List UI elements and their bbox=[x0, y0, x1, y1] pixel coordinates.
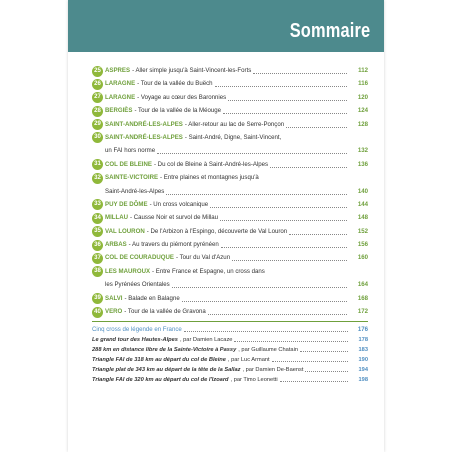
toc-entry[interactable] bbox=[92, 118, 368, 131]
chapter-number-badge: 39 bbox=[92, 293, 103, 304]
chapter-number-badge: 38 bbox=[92, 266, 103, 277]
leader-dots bbox=[208, 305, 347, 315]
toc-entry-text bbox=[105, 77, 348, 90]
toc-entry[interactable] bbox=[92, 171, 368, 184]
toc-entry[interactable] bbox=[92, 64, 368, 77]
toc-entry-text bbox=[105, 131, 348, 144]
sub-entry-author: , par Damien Lacaze bbox=[179, 337, 233, 344]
page-title: Sommaire bbox=[289, 20, 370, 42]
toc-entry-description: - Entre France et Espagne, un cross dans bbox=[152, 267, 265, 275]
leader-dots bbox=[253, 64, 347, 74]
toc-entry[interactable] bbox=[92, 77, 368, 90]
chapter-number-badge: 26 bbox=[92, 79, 103, 90]
leader-dots bbox=[270, 158, 347, 168]
toc-entry-description: - Balade en Balagne bbox=[124, 294, 180, 302]
toc-entry-description: - Tour de la vallée de la Méouge bbox=[134, 107, 222, 115]
toc-entry-description-cont: les Pyrénées Orientales bbox=[105, 281, 170, 289]
leader-dots bbox=[223, 104, 347, 114]
toc-entry-text bbox=[105, 158, 348, 171]
toc-entry[interactable] bbox=[92, 251, 368, 264]
toc-entry-text bbox=[105, 238, 348, 251]
toc-entry[interactable] bbox=[92, 225, 368, 238]
toc-entry-text bbox=[105, 278, 348, 291]
toc-entry[interactable] bbox=[92, 198, 368, 211]
toc-entry[interactable] bbox=[92, 305, 368, 318]
sub-entry-author: , par Damien De-Baenst bbox=[242, 367, 304, 374]
sub-entry[interactable] bbox=[92, 335, 368, 345]
toc-entry-description: - Au travers du piémont pyrénéen bbox=[128, 241, 219, 249]
toc-entry-page: 140 bbox=[357, 187, 368, 195]
leader-dots bbox=[184, 324, 348, 332]
toc-entry[interactable] bbox=[92, 292, 368, 305]
sub-entry-title: Triangle FAI de 320 km au départ du col de l'Izoard bbox=[92, 377, 229, 384]
sub-entry-text bbox=[92, 365, 348, 375]
chapter-number-badge: 28 bbox=[92, 106, 103, 117]
chapter-number-badge: 34 bbox=[92, 213, 103, 224]
toc-entry-place: ASPRES bbox=[105, 67, 131, 74]
toc-entry-place: PUY DE DÔME bbox=[105, 200, 148, 208]
toc-entry-place: LARAGNE bbox=[105, 80, 136, 88]
leader-dots bbox=[166, 185, 347, 195]
toc-entry-place: BERGIÈS bbox=[105, 107, 133, 115]
toc-entry-description: - Un cross volcanique bbox=[149, 200, 209, 208]
leader-dots bbox=[234, 335, 348, 342]
toc-entry[interactable] bbox=[92, 265, 368, 278]
toc-entry-text bbox=[105, 292, 348, 305]
toc-entry-page: 144 bbox=[357, 200, 368, 208]
toc-entry-page: 156 bbox=[357, 241, 368, 249]
toc-entry-place: SAINTE-VICTOIRE bbox=[105, 174, 159, 182]
leader-dots bbox=[289, 225, 347, 235]
leader-dots bbox=[228, 91, 347, 101]
toc-entry-page: 112 bbox=[358, 67, 368, 74]
sub-entry[interactable] bbox=[92, 375, 368, 385]
toc-entry-page: 128 bbox=[357, 120, 368, 128]
sub-entry-text bbox=[92, 335, 348, 345]
toc-entry-page: 124 bbox=[357, 107, 368, 115]
sub-entry-title: Le grand tour des Hautes-Alpes bbox=[92, 337, 178, 344]
leader-dots bbox=[157, 144, 347, 154]
chapter-number-badge: 36 bbox=[92, 240, 103, 251]
sub-entry-text bbox=[92, 355, 348, 365]
sub-entry-title: Triangle FAI de 318 km au départ du col de Bleine bbox=[92, 357, 226, 364]
toc-entry-place: COL DE BLEINE bbox=[105, 160, 152, 168]
sub-entry-title: 288 km en distance libre de la Sainte-Victoire à Passy bbox=[92, 347, 237, 354]
toc-entry-description: - Tour de la vallée de Gravona bbox=[124, 308, 206, 316]
chapter-number-badge: 30 bbox=[92, 132, 103, 143]
chapter-number-badge: 29 bbox=[92, 119, 103, 130]
chapter-number-badge: 32 bbox=[92, 173, 103, 184]
leader-dots bbox=[305, 365, 348, 372]
toc-entry-description: - Aller simple jusqu'à Saint-Vincent-les-Forts bbox=[132, 67, 252, 74]
toc-entry-description: - Entre plaines et montagnes jusqu'à bbox=[160, 174, 259, 182]
toc-entry-place: VERO bbox=[105, 308, 123, 316]
toc-entry-text bbox=[105, 265, 348, 278]
toc-entry-text bbox=[105, 211, 348, 224]
toc-entry-text bbox=[105, 251, 348, 264]
toc-list bbox=[92, 64, 368, 385]
sub-entry-text bbox=[92, 375, 348, 385]
toc-entry[interactable] bbox=[92, 238, 368, 251]
sub-entry-author: , par Timo Leonetti bbox=[230, 377, 278, 384]
chapter-number-badge: 31 bbox=[92, 159, 103, 170]
toc-entry[interactable] bbox=[92, 104, 368, 117]
toc-entry-page: 120 bbox=[357, 93, 368, 101]
toc-entry-text bbox=[105, 91, 348, 104]
sub-entry-page: 190 bbox=[358, 357, 368, 364]
toc-entry-text bbox=[105, 171, 348, 184]
toc-entry-text bbox=[105, 305, 348, 318]
toc-entry-place: ARBAS bbox=[105, 241, 127, 249]
toc-entry-text bbox=[105, 225, 348, 238]
toc-entry-description: - Causse Noir et survol de Millau bbox=[130, 214, 219, 222]
toc-entry[interactable] bbox=[92, 91, 368, 104]
toc-entry-description: - Du col de Bleine à Saint-André-les-Alpes bbox=[153, 160, 269, 168]
leader-dots bbox=[210, 198, 347, 208]
leader-dots bbox=[172, 278, 347, 288]
toc-entry-page: 148 bbox=[357, 214, 368, 222]
leader-dots bbox=[215, 77, 347, 87]
sub-entry-page: 183 bbox=[358, 347, 368, 354]
leader-dots bbox=[182, 292, 347, 302]
section-divider bbox=[92, 321, 368, 322]
section-page: 176 bbox=[357, 326, 368, 334]
toc-entry-page: 172 bbox=[357, 308, 368, 316]
sub-entry-author: , par Guillaume Chatain bbox=[238, 347, 299, 354]
sub-entry-title: Triangle plat de 343 km au départ de la tête de la Sallaz bbox=[92, 367, 241, 374]
leader-dots bbox=[232, 251, 347, 261]
leader-dots bbox=[300, 345, 348, 352]
toc-entry-page: 160 bbox=[357, 254, 368, 262]
toc-entry-text bbox=[105, 64, 348, 77]
toc-entry-place: SAINT-ANDRÉ-LES-ALPES bbox=[105, 133, 183, 141]
toc-entry-place: SALVI bbox=[105, 294, 123, 302]
toc-entry-description: - De l'Arbizon à l'Espingo, découverte de Val Louron bbox=[146, 227, 288, 235]
toc-entry-continuation[interactable] bbox=[92, 185, 368, 198]
toc-entry-page: 132 bbox=[357, 147, 368, 155]
toc-entry[interactable] bbox=[92, 211, 368, 224]
chapter-number-badge: 40 bbox=[92, 307, 103, 318]
toc-entry-text bbox=[105, 185, 348, 198]
toc-entry-description-cont: Saint-André-les-Alpes bbox=[105, 187, 165, 195]
toc-entry-description: - Voyage au cœur des Baronnies bbox=[137, 93, 227, 101]
book-page bbox=[68, 0, 384, 452]
sub-entry[interactable] bbox=[92, 355, 368, 365]
chapter-number-badge: 33 bbox=[92, 199, 103, 210]
section-label: Cinq cross de légende en France bbox=[92, 326, 182, 334]
toc-entry-text bbox=[105, 118, 348, 131]
sub-entry-author: , par Luc Armant bbox=[227, 357, 270, 364]
toc-entry-description: - Tour du Val d'Azun bbox=[175, 254, 231, 262]
toc-entry-description: - Saint-André, Digne, Saint-Vincent, bbox=[184, 133, 282, 141]
toc-entry-place: VAL LOURON bbox=[105, 227, 145, 235]
toc-entry-place: COL DE COURADUQUE bbox=[105, 254, 174, 262]
section-text bbox=[92, 324, 348, 335]
leader-dots bbox=[280, 375, 348, 382]
toc-entry[interactable] bbox=[92, 131, 368, 144]
toc-entry-page: 164 bbox=[357, 281, 368, 289]
leader-dots bbox=[272, 355, 348, 362]
toc-entry-description: - Aller-retour au lac de Serre-Ponçon bbox=[184, 120, 285, 128]
toc-entry-continuation[interactable] bbox=[92, 278, 368, 291]
toc-entry-description: - Tour de la vallée du Buëch bbox=[137, 80, 213, 88]
chapter-number-badge: 25 bbox=[92, 66, 103, 77]
chapter-number-badge: 37 bbox=[92, 253, 103, 264]
chapter-number-badge: 27 bbox=[92, 92, 103, 103]
leader-dots bbox=[220, 211, 347, 221]
toc-entry-page: 168 bbox=[357, 294, 368, 302]
sub-entry-page: 198 bbox=[358, 377, 368, 384]
leader-dots bbox=[286, 118, 347, 128]
chapter-number-badge: 35 bbox=[92, 226, 103, 237]
toc-entry-page: 136 bbox=[357, 160, 368, 168]
sub-entry-text bbox=[92, 345, 348, 355]
toc-entry-place: LES MAUROUX bbox=[105, 267, 151, 275]
toc-entry-place: LARAGNE bbox=[105, 93, 136, 101]
sub-entry[interactable] bbox=[92, 365, 368, 375]
toc-entry-text bbox=[105, 104, 348, 117]
toc-entry-text bbox=[105, 144, 348, 157]
sub-entry[interactable] bbox=[92, 345, 368, 355]
section-entry[interactable] bbox=[92, 324, 368, 335]
sub-entry-page: 178 bbox=[358, 337, 368, 344]
sub-entry-page: 194 bbox=[358, 367, 368, 374]
toc-entry[interactable] bbox=[92, 158, 368, 171]
toc-entry-description-cont: un FAI hors norme bbox=[105, 147, 156, 155]
header-band bbox=[68, 0, 384, 52]
toc-entry-place: MILLAU bbox=[105, 214, 129, 222]
toc-entry-continuation[interactable] bbox=[92, 144, 368, 157]
toc-entry-text bbox=[105, 198, 348, 211]
toc-entry-page: 116 bbox=[358, 80, 368, 88]
toc-entry-page: 152 bbox=[357, 227, 368, 235]
leader-dots bbox=[221, 238, 347, 248]
toc-entry-place: SAINT-ANDRÉ-LES-ALPES bbox=[105, 120, 183, 128]
